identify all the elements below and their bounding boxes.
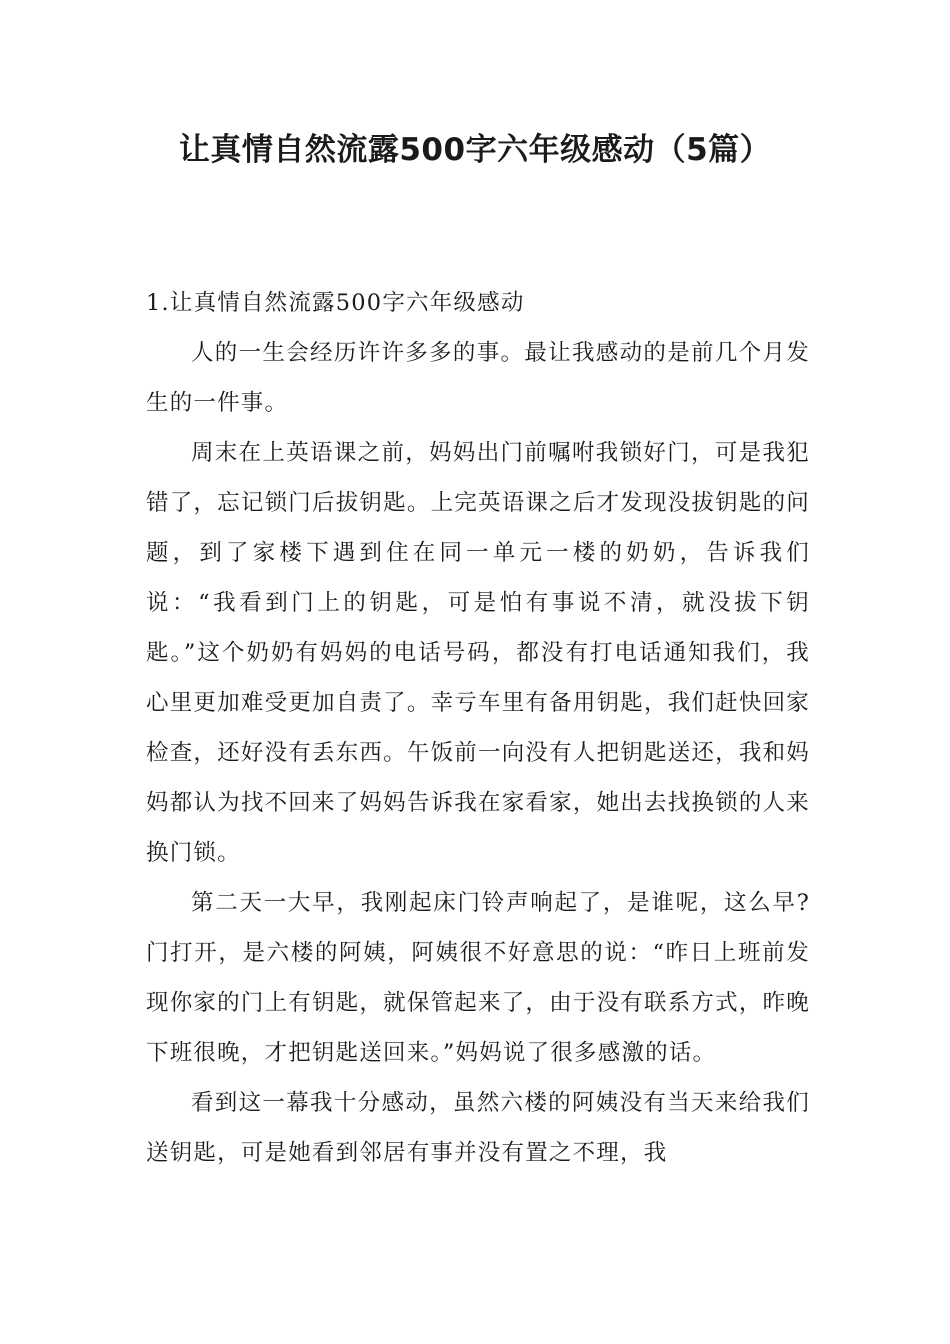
paragraph-4: 看到这一幕我十分感动，虽然六楼的阿姨没有当天来给我们送钥匙，可是她看到邻居有事并没有置之不理，我 xyxy=(146,1090,810,1166)
document-title: 让真情自然流露500字六年级感动（5篇） xyxy=(178,132,772,168)
section-heading: 1.让真情自然流露500字六年级感动 xyxy=(146,290,525,316)
document-body xyxy=(146,278,810,1178)
paragraph-2: 周末在上英语课之前，妈妈出门前嘱咐我锁好门，可是我犯错了，忘记锁门后拔钥匙。上完英语课之后才发现没拔钥匙的问题，到了家楼下遇到住在同一单元一楼的奶奶，告诉我们说：“我看到门上的钥匙，可是怕有事说不清，就没拔下钥匙。”这个奶奶有妈妈的电话号码，都没有打电话通知我们，我心里更加难受更加自责了。幸亏车里有备用钥匙，我们赶快回家检查，还好没有丢东西。午饭前一向没有人把钥匙送还，我和妈妈都认为找不回来了妈妈告诉我在家看家，她出去找换锁的人来换门锁。 xyxy=(146,440,810,866)
paragraph-1: 人的一生会经历许许多多的事。最让我感动的是前几个月发生的一件事。 xyxy=(146,340,810,416)
paragraph-3: 第二天一大早，我刚起床门铃声响起了，是谁呢，这么早?门打开，是六楼的阿姨，阿姨很不好意思的说：“昨日上班前发现你家的门上有钥匙，就保管起来了，由于没有联系方式，昨晚下班很晚，才把钥匙送回来。”妈妈说了很多感激的话。 xyxy=(146,890,810,1066)
